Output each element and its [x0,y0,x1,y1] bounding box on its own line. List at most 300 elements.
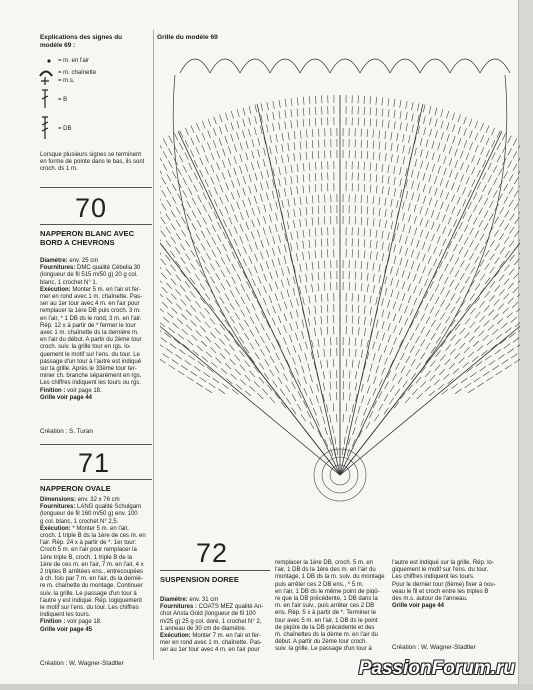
stitch-mark [160,307,164,312]
stitch-mark [514,231,519,238]
stitch-mark [202,121,205,129]
stitch-mark [382,175,383,183]
instruction-line [392,567,508,574]
stitch-mark [411,250,414,258]
stitch-mark [296,321,298,329]
stitch-mark [309,174,310,182]
stitch-mark [222,160,225,168]
stitch-mark [505,365,512,369]
stitch-mark [361,272,362,280]
stitch-mark [181,300,186,306]
stitch-mark [172,171,176,178]
stitch-mark [325,427,327,435]
instruction-line [40,287,152,294]
stitch-mark [275,366,279,373]
stitch-mark [259,377,264,383]
stitch-mark [238,261,241,268]
stitch-mark [166,214,170,221]
stitch-mark [197,346,203,351]
stitch-mark [514,259,519,265]
stitch-mark [498,304,504,310]
stitch-mark [465,318,470,324]
stitch-mark [513,164,517,171]
stitch-mark [355,417,357,425]
stitch-mark [255,116,257,124]
instruction-text: Monter 5 m. en l'air et fer- [70,286,141,293]
stitch-mark [195,288,200,294]
divider [160,570,270,571]
stitch-mark [441,327,446,334]
legend-title: Explications des signes du modèle 69 : [40,34,123,49]
stitch-mark [516,307,520,312]
instruction-line [40,555,152,562]
stitch-mark [459,222,463,229]
stitch-mark [495,349,501,354]
stitch-mark [223,244,227,251]
stitch-mark [254,381,259,387]
stitch-mark [179,155,183,162]
stitch-mark [315,173,316,181]
stitch-mark [420,138,422,146]
stitch-mark [330,393,331,401]
stitch-mark [231,123,233,131]
stitch-mark [238,249,241,256]
stitch-mark [243,259,246,266]
stitch-mark [390,360,393,367]
stitch-mark [421,314,425,321]
stitch-mark [228,170,231,178]
stitch-mark [305,341,307,349]
stitch-mark [180,285,185,291]
stitch-mark [276,270,278,278]
stitch-mark [185,360,191,365]
stitch-mark [477,170,480,177]
stitch-mark [315,162,316,170]
stitch-mark [394,121,395,129]
instruction-label: Exécution: [40,286,71,293]
instruction-line [275,582,387,589]
stitch-mark [218,222,222,229]
stitch-mark [441,202,444,210]
stitch-mark [202,145,205,152]
stitch-mark [318,283,319,291]
instruction-text: Les chiffres indiquent les tours ou rgs. [40,380,141,387]
stitch-mark [175,354,182,359]
stitch-mark [361,151,362,159]
stitch-mark [246,306,250,313]
stitch-mark [515,322,520,327]
stitch-mark [178,371,185,375]
stitch-mark [343,414,344,422]
stitch-mark [229,229,232,236]
stitch-mark [224,335,229,341]
stitch-mark [228,158,231,166]
instruction-text: l'air, 1 DB ds la 1ère des m. en l'air du [275,567,376,574]
stitch-mark [346,426,347,434]
stitch-mark [279,304,282,312]
stitch-mark [349,371,350,379]
stitch-mark [388,232,390,240]
instruction-line [40,323,152,330]
instruction-text: Rép. 12 x à partir de * fermer le tour [40,322,136,329]
stitch-mark [203,192,207,199]
stitch-mark [203,217,207,224]
stitch-mark [312,284,313,292]
stitch-mark [192,211,196,218]
stitch-mark [330,437,332,445]
stitch-mark [518,277,520,283]
instruction-text: LANG qualité Schulgarn [75,504,142,511]
stitch-mark [492,152,496,159]
stitch-mark [300,141,301,149]
stitch-mark [232,180,235,188]
stitch-mark [162,190,166,197]
stitch-mark [318,151,319,159]
stitch-mark [509,241,514,247]
stitch-mark [490,240,494,247]
stitch-mark [186,325,192,331]
stitch-mark [370,107,371,115]
stitch-mark [221,257,225,264]
stitch-mark [452,124,455,132]
stitch-mark [409,214,411,222]
stitch-mark [269,296,272,303]
stitch-mark [197,123,200,130]
legend-row-db: = DB [58,126,72,132]
stitch-mark [315,295,316,303]
stitch-mark [385,288,387,296]
stitch-mark [405,318,408,325]
stitch-mark [475,256,479,263]
instruction-text: veau le fil et croch entre les triples B [392,588,489,595]
stitch-mark [417,252,420,260]
treble-crochet-symbol [40,115,50,141]
stitch-mark [460,286,464,293]
stitch-mark [181,314,187,320]
page-edge [518,0,533,690]
stitch-mark [316,96,317,104]
stitch-mark [412,125,414,133]
stitch-mark [379,130,380,138]
stitch-mark [370,318,372,326]
stitch-mark [216,260,220,267]
stitch-mark [299,355,302,363]
stitch-mark [163,317,169,322]
stitch-mark [285,166,286,174]
stitch-mark [373,285,374,293]
stitch-mark [366,422,370,429]
stitch-mark [246,141,248,149]
instruction-line [392,603,508,610]
stitch-mark [406,260,408,268]
stitch-mark [494,271,499,277]
stitch-mark [428,244,431,252]
stitch-mark [483,185,487,192]
stitch-mark [276,134,278,142]
stitch-mark [306,263,307,271]
stitch-mark [267,308,270,315]
stitch-mark [282,268,284,276]
stitch-mark [269,226,271,234]
instruction-text: sur la grille. Après le 33ème tour ter- [40,366,137,373]
stitch-mark [483,172,487,179]
stitch-mark [376,97,377,105]
stitch-mark [226,280,230,287]
stitch-mark [240,365,245,371]
stitch-mark [370,185,371,193]
stitch-mark [225,293,229,300]
instruction-line [275,589,387,596]
stitch-mark [185,295,190,301]
stitch-mark [229,345,234,351]
stitch-mark [210,264,214,271]
stitch-mark [517,343,520,348]
stitch-mark [210,277,214,284]
stitch-mark [181,217,185,224]
stitch-mark [286,398,291,405]
stitch-mark [281,363,285,370]
stitch-mark [387,300,389,308]
stitch-mark [385,276,387,284]
stitch-mark [388,120,389,128]
stitch-mark [426,208,429,216]
stitch-mark [323,383,324,391]
stitch-mark [181,230,185,237]
stitch-mark [441,300,445,307]
stitch-mark [324,272,325,280]
instruction-text: suiv. la grille. Le passage d'un tour à [40,590,137,597]
stitch-mark [367,262,368,270]
stitch-mark [470,308,475,314]
instruction-line [275,567,387,574]
stitch-mark [264,216,266,224]
stitch-mark [180,59,210,73]
stitch-mark [375,414,379,421]
column-divider [153,30,154,660]
stitch-mark [328,293,329,301]
stitch-mark [278,377,282,384]
stitch-mark [485,263,490,270]
stitch-mark [321,316,322,324]
stitch-mark [384,345,387,353]
stitch-mark [270,203,272,211]
stitch-mark [279,178,281,186]
stitch-mark [210,332,215,338]
stitch-mark [367,273,368,281]
stitch-mark [388,98,389,106]
page-bottom-edge [0,684,533,690]
stitch-mark [170,344,176,349]
stitch-mark [273,101,274,109]
stitch-mark [394,166,395,174]
instruction-line [40,373,152,380]
stitch-mark [446,180,449,188]
stitch-mark [382,333,384,341]
stitch-mark [160,291,163,297]
stitch-mark [496,334,502,339]
stitch-mark [464,140,467,148]
stitch-mark [355,338,356,346]
stitch-mark [189,175,193,182]
model-number-70: 70 [75,193,108,223]
stitch-mark [300,153,301,161]
stitch-mark [388,323,391,331]
stitch-mark [260,194,262,202]
stitch-mark [470,253,474,260]
stitch-mark [477,158,480,165]
stitch-mark [308,364,310,372]
stitch-mark [439,369,445,375]
stitch-mark [293,220,295,228]
stitch-mark [241,297,245,304]
stitch-mark [346,403,347,411]
stitch-mark [163,354,170,359]
stitch-mark [376,119,377,127]
stitch-mark [470,228,474,235]
instruction-label: Grille voir page 45 [40,626,93,633]
stitch-mark [518,142,520,149]
stitch-mark [385,357,388,364]
stitch-mark [267,125,269,133]
stitch-mark [508,148,512,155]
stitch-mark [439,261,442,268]
instruction-label: Grille voir page 44 [40,394,93,401]
stitch-mark [419,288,422,295]
stitch-mark [240,380,246,386]
stitch-mark [358,294,359,302]
stitch-mark [302,331,304,339]
stitch-mark [446,204,449,211]
stitch-mark [223,149,226,157]
stitch-mark [353,427,355,435]
stitch-mark [223,219,226,226]
stitch-mark [449,158,452,166]
stitch-mark [423,266,426,273]
stitch-mark [230,316,235,323]
stitch-mark [208,131,211,139]
stitch-mark [435,200,438,208]
instruction-line [40,619,152,626]
stitch-mark [255,254,258,262]
stitch-mark [231,374,237,379]
stitch-mark [370,96,371,104]
stitch-mark [446,192,449,200]
stitch-mark [169,136,173,143]
stitch-mark [207,240,211,247]
stitch-mark [468,352,474,358]
stitch-mark [200,158,203,165]
instruction-line [40,272,152,279]
stitch-mark [324,349,325,357]
instruction-label: Grille voir page 44 [392,603,445,610]
stitch-mark [429,198,432,206]
stitch-mark [243,188,246,196]
stitch-mark [322,162,323,170]
stitch-mark [166,283,171,289]
stitch-mark [495,285,500,291]
stitch-mark [464,117,467,125]
stitch-mark [450,255,454,262]
stitch-mark [257,161,259,169]
stitch-mark [497,131,500,138]
instruction-label: Exécution: [40,525,71,532]
stitch-mark [474,217,478,224]
stitch-mark [231,192,234,200]
stitch-mark [240,236,243,243]
stitch-mark [411,359,415,366]
stitch-mark [337,447,338,455]
stitch-mark [435,131,437,139]
stitch-mark [171,279,176,285]
stitch-mark [250,330,254,337]
stitch-mark [194,185,198,192]
stitch-mark [176,233,180,240]
stitch-mark [376,241,377,249]
instruction-line [40,526,152,533]
stitch-mark [273,123,275,131]
stitch-mark [364,317,365,325]
stitch-mark [195,316,200,322]
stitch-mark [514,359,520,363]
stitch-mark [367,284,368,292]
stitch-mark [160,167,162,174]
stitch-mark [205,155,208,162]
stitch-mark [179,349,185,354]
instruction-text: avec 1 m. chaînette ds la dernière m. [40,330,139,337]
instruction-text: 2 triples B arrêtées ens., entrecoupées [40,569,144,576]
stitch-mark [412,102,414,110]
stitch-mark [417,183,419,191]
stitch-mark [340,175,520,475]
stitch-mark [421,381,426,387]
stitch-mark [261,323,265,330]
stitch-mark [304,376,307,384]
stitch-mark [315,118,316,126]
stitch-mark [315,228,316,236]
stitch-mark [426,330,430,337]
model-number-72: 72 [196,538,229,568]
stitch-mark [297,109,298,117]
stitch-mark [382,97,383,105]
stitch-mark [477,383,484,387]
stitch-mark [212,225,216,232]
stitch-mark [439,249,442,256]
stitch-mark [469,119,472,127]
stitch-mark [493,166,497,173]
stitch-mark [352,293,353,301]
stitch-mark [508,136,512,143]
stitch-mark [256,314,260,321]
stitch-mark [455,172,458,179]
stitch-mark [181,271,186,277]
stitch-mark [460,151,463,159]
stitch-mark [431,222,434,230]
stitch-mark [310,374,312,382]
stitch-mark [402,282,405,290]
stitch-mark [382,310,384,318]
stitch-mark [388,243,390,251]
stitch-mark [317,384,319,392]
instruction-line [40,388,152,395]
stitch-mark [250,343,255,350]
stitch-mark [457,197,460,204]
stitch-mark [235,355,240,361]
double-crochet-symbol [40,88,50,110]
stitch-mark [426,139,428,147]
stitch-mark [421,339,425,346]
stitch-mark [443,145,446,153]
stitch-mark [191,305,196,311]
